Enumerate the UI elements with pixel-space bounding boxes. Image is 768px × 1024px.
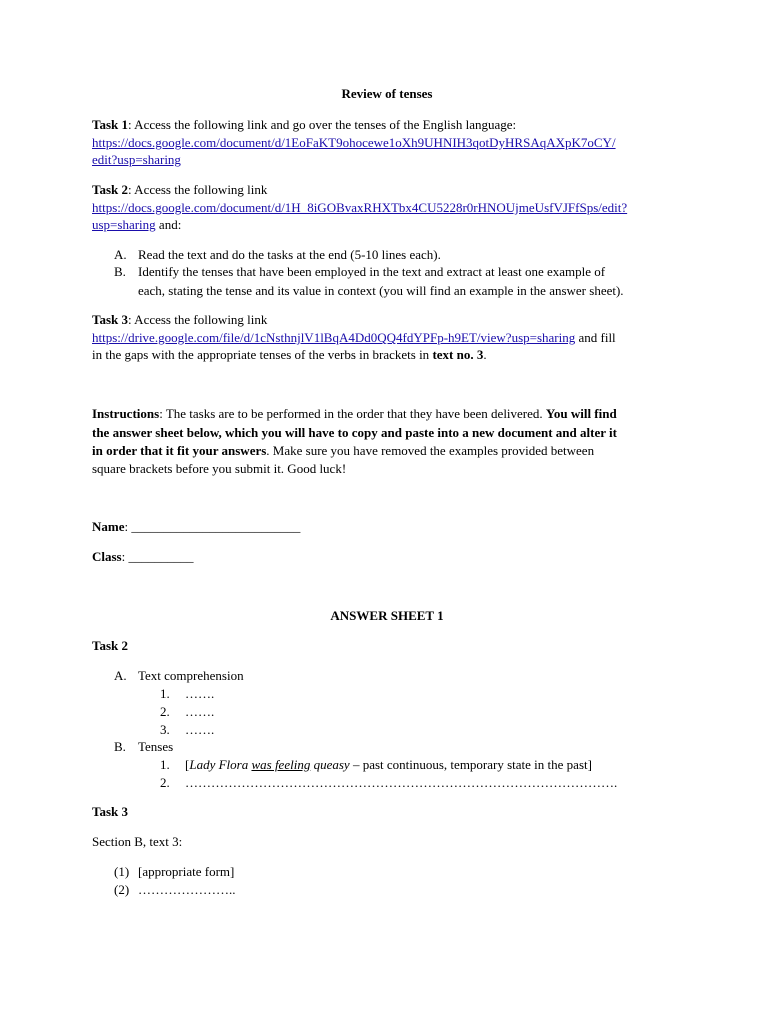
class-field[interactable]	[92, 548, 194, 566]
answer-b-item-num: 1.	[160, 757, 170, 772]
instructions-bold3: in order that it fit your answers	[92, 443, 267, 458]
task2-line	[92, 181, 267, 199]
instructions-text1: : The tasks are to be performed in the order that they have been delivered.	[159, 406, 546, 421]
answer-a-label: Text comprehension	[138, 668, 244, 683]
task3-label: Task 3	[92, 312, 129, 327]
class-blank: : __________	[121, 549, 194, 564]
answer-b-item-text: ……………………………………………………………………………………….	[185, 775, 618, 790]
answer-task3-label: Task 3	[92, 804, 129, 819]
answer-a-item-text: …….	[185, 686, 215, 701]
answer-b-item-num: 2.	[160, 775, 170, 790]
task3-text-number: text no. 3	[432, 347, 484, 362]
task3-link[interactable]: https://drive.google.com/file/d/1cNsthnjlV1lBqA4Dd0QQ4fdYPFp-h9ET/view?usp=sharing	[92, 330, 576, 345]
task2-link-line1	[92, 199, 627, 217]
task2-link[interactable]: https://docs.google.com/document/d/1H_8iGOBvaxRHXTbx4CU5228r0rHNOUjmeUsfVJFfSps/edit?	[92, 200, 628, 215]
task2-after-link: and:	[155, 217, 182, 232]
answer-entry-num: (2)	[114, 882, 130, 897]
name-blank: : __________________________	[124, 519, 301, 534]
answer-a-item-text: …….	[185, 704, 215, 719]
task2-item-b-text: Identify the tenses that have been employed in the text and extract at least one example of	[138, 264, 606, 279]
task3-text: : Access the following link	[128, 312, 268, 327]
instructions-line4: square brackets before you submit it. Good luck!	[92, 461, 347, 476]
name-field[interactable]	[92, 518, 300, 536]
task3-line3-end: .	[483, 347, 487, 362]
instructions-line3	[92, 442, 594, 460]
answer-sheet-title: ANSWER SHEET 1	[330, 608, 444, 623]
task3-link-line	[92, 329, 616, 347]
example-explanation: – past continuous, temporary state in the past]	[349, 757, 592, 772]
task1-text: : Access the following link and go over the tenses of the English language:	[128, 117, 517, 132]
example-complement: queasy	[310, 757, 350, 772]
task1-link-cont[interactable]: edit?usp=sharing	[92, 152, 181, 167]
example-subject: Lady Flora	[189, 757, 252, 772]
task2-item-a-marker: A.	[114, 247, 127, 262]
instructions-line1	[92, 405, 617, 423]
task1-line	[92, 116, 516, 134]
name-label: Name	[92, 519, 125, 534]
answer-entry-text: …………………..	[138, 882, 236, 897]
answer-b-example	[185, 756, 592, 774]
answer-entry-text: [appropriate form]	[138, 864, 235, 879]
task3-after-link: and fill	[575, 330, 616, 345]
answer-a-item-text: …….	[185, 722, 215, 737]
instructions-line2: the answer sheet below, which you will have to copy and paste into a new document and alter it	[92, 425, 617, 440]
task2-link-line2	[92, 216, 181, 234]
task3-line	[92, 311, 267, 329]
answer-b-label: Tenses	[138, 739, 174, 754]
task1-label: Task 1	[92, 117, 129, 132]
task1-link[interactable]: https://docs.google.com/document/d/1EoFaKT9ohocewe1oXh9UHNIH3qotDyHRSAqAXpK7oCY/	[92, 135, 616, 150]
example-verb: was feeling	[251, 757, 311, 772]
example-bracket: [	[185, 757, 190, 772]
class-label: Class	[92, 549, 122, 564]
instructions-bold1: You will find	[545, 406, 617, 421]
answer-a-item-num: 3.	[160, 722, 170, 737]
task2-item-b-text-cont: each, stating the tense and its value in context (you will find an example in the answer sheet).	[138, 283, 624, 298]
answer-entry-num: (1)	[114, 864, 130, 879]
answer-a-marker: A.	[114, 668, 127, 683]
task3-line3-text: in the gaps with the appropriate tenses of the verbs in brackets in	[92, 347, 433, 362]
answer-section-label: Section B, text 3:	[92, 834, 183, 849]
task2-label: Task 2	[92, 182, 129, 197]
answer-a-item-num: 2.	[160, 704, 170, 719]
instructions-text2: . Make sure you have removed the examples provided between	[266, 443, 595, 458]
task3-line3	[92, 346, 487, 364]
instructions-label: Instructions	[92, 406, 160, 421]
task2-item-b-marker: B.	[114, 264, 126, 279]
task1-link-line2	[92, 151, 181, 169]
answer-b-marker: B.	[114, 739, 126, 754]
task2-item-a-text: Read the text and do the tasks at the end (5-10 lines each).	[138, 247, 441, 262]
answer-a-item-num: 1.	[160, 686, 170, 701]
task2-link-cont[interactable]: usp=sharing	[92, 217, 156, 232]
page-title: Review of tenses	[341, 86, 433, 101]
answer-task2-label: Task 2	[92, 638, 129, 653]
task2-text: : Access the following link	[128, 182, 268, 197]
task1-link-line1	[92, 134, 616, 152]
